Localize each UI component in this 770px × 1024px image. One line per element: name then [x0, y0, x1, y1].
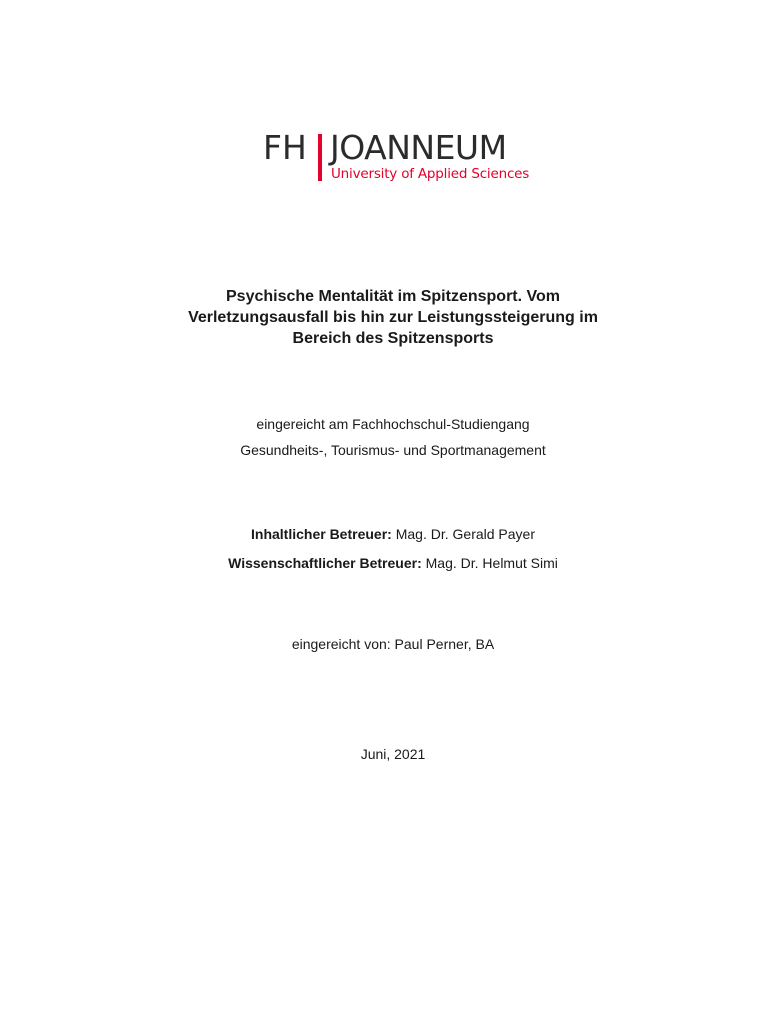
scientific-supervisor-label: Wissenschaftlicher Betreuer:	[228, 555, 422, 571]
logo-fh-text: FH	[263, 128, 307, 167]
logo-name-text: JOANNEUM	[330, 128, 507, 167]
author-line: eingereicht von: Paul Perner, BA	[291, 636, 495, 652]
thesis-title-line-3: Bereich des Spitzensports	[292, 330, 494, 347]
thesis-title-line-1: Psychische Mentalität im Spitzensport. Vom	[226, 288, 560, 305]
logo-subtitle: University of Applied Sciences	[331, 166, 530, 182]
submission-line-2: Gesundheits-, Tourismus- und Sportmanagement	[240, 442, 546, 458]
logo-divider-bar	[318, 134, 322, 181]
fh-joanneum-logo	[263, 128, 533, 188]
submission-line-1: eingereicht am Fachhochschul-Studiengang	[256, 416, 530, 432]
scientific-supervisor	[0, 554, 770, 572]
thesis-title	[120, 286, 666, 349]
content-supervisor-label: Inhaltlicher Betreuer:	[251, 526, 392, 542]
content-supervisor	[0, 525, 770, 543]
submission-date: Juni, 2021	[360, 746, 426, 762]
content-supervisor-name: Mag. Dr. Gerald Payer	[395, 526, 535, 542]
scientific-supervisor-name: Mag. Dr. Helmut Simi	[425, 555, 558, 571]
thesis-title-line-2: Verletzungsausfall bis hin zur Leistungssteigerung im	[188, 309, 598, 326]
